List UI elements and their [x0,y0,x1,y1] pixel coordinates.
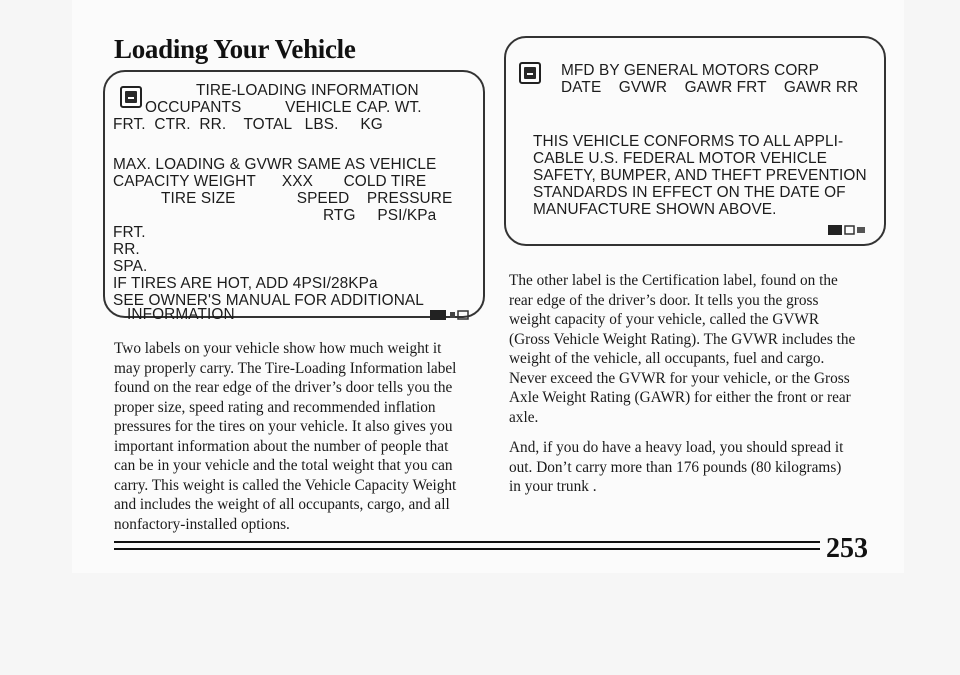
tire-label-line: IF TIRES ARE HOT, ADD 4PSI/28KPa [113,275,378,292]
gm-stamp-icon [828,224,868,239]
text-line: proper size, speed rating and recommended inflation [114,398,436,416]
text-line: rear edge of the driver’s door. It tells you the gross [509,291,819,309]
tire-label-line: SEE OWNER'S MANUAL FOR ADDITIONAL [113,292,424,309]
tire-label-line: OCCUPANTS VEHICLE CAP. WT. [145,99,422,116]
text-line: important information about the number of people that [114,437,449,455]
text-line: Two labels on your vehicle show how much weight it [114,340,442,357]
footer-rule-bottom [114,548,820,550]
text-line: The other label is the Certification label, found on the [509,272,838,289]
cert-label-line: DATE GVWR GAWR FRT GAWR RR [561,79,859,96]
text-line: in your trunk . [509,478,597,495]
gm-logo-icon [519,62,541,84]
text-line: can be in your vehicle and the total weight that you can [114,457,453,474]
tire-label-line: TIRE SIZE SPEED PRESSURE [161,190,453,207]
gm-stamp-mark [430,309,470,321]
text-line: and includes the weight of all occupants, cargo, and all [114,496,450,513]
text-line: (Gross Vehicle Weight Rating). The GVWR includes the [509,330,856,348]
text-line: axle. [509,408,539,426]
tire-label-line: RR. [113,241,140,258]
tire-label-line: SPA. [113,258,148,275]
section-title: Loading Your Vehicle [114,34,356,64]
tire-label-title: TIRE-LOADING INFORMATION [196,82,419,99]
text-line: Never exceed the GVWR for your vehicle, or the Gross [509,369,850,387]
cert-label-line: MFD BY GENERAL MOTORS CORP [561,62,820,79]
text-line: weight capacity of your vehicle, called the GVWR [509,311,820,328]
text-line: out. Don’t carry more than 176 pounds (80 kilograms) [509,458,842,476]
cert-label-line: CABLE U.S. FEDERAL MOTOR VEHICLE [533,150,827,167]
cert-label-line: SAFETY, BUMPER, AND THEFT PREVENTION [533,167,867,184]
cert-label-line: THIS VEHICLE CONFORMS TO ALL APPLI- [533,133,844,150]
text-line: Axle Weight Rating (GAWR) for either the front or rear [509,389,851,406]
left-paragraph [114,339,456,534]
right-paragraph-2 [509,438,843,497]
text-line: carry. This weight is called the Vehicle Capacity Weight [114,476,457,494]
gm-logo-icon [120,86,142,108]
text-line: weight of the vehicle, all occupants, fuel and cargo. [509,350,825,367]
certification-label [504,36,886,246]
text-line: may properly carry. The Tire-Loading Information label [114,359,457,377]
cert-label-line: STANDARDS IN EFFECT ON THE DATE OF [533,184,846,201]
cert-label-line: MANUFACTURE SHOWN ABOVE. [533,201,777,218]
tire-label-line: RTG PSI/KPa [323,207,437,224]
tire-label-line: FRT. CTR. RR. TOTAL LBS. KG [113,116,383,133]
right-paragraph-1 [509,271,855,427]
footer-rule-top [114,541,820,543]
tire-loading-label [103,70,485,323]
text-line: nonfactory-installed options. [114,515,290,533]
tire-label-line: MAX. LOADING & GVWR SAME AS VEHICLE [113,156,437,173]
text-line: And, if you do have a heavy load, you should spread it [509,439,844,456]
gm-stamp-icon [430,309,470,324]
page-number: 253 [826,533,868,564]
text-line: found on the rear edge of the driver’s door tells you the [114,379,453,396]
tire-label-line: FRT. [113,224,146,241]
text-line: pressures for the tires on your vehicle. It also gives you [114,418,453,435]
gm-stamp-mark [828,224,868,236]
tire-label-line: INFORMATION [127,306,235,323]
tire-label-line: CAPACITY WEIGHT XXX COLD TIRE [113,173,427,190]
